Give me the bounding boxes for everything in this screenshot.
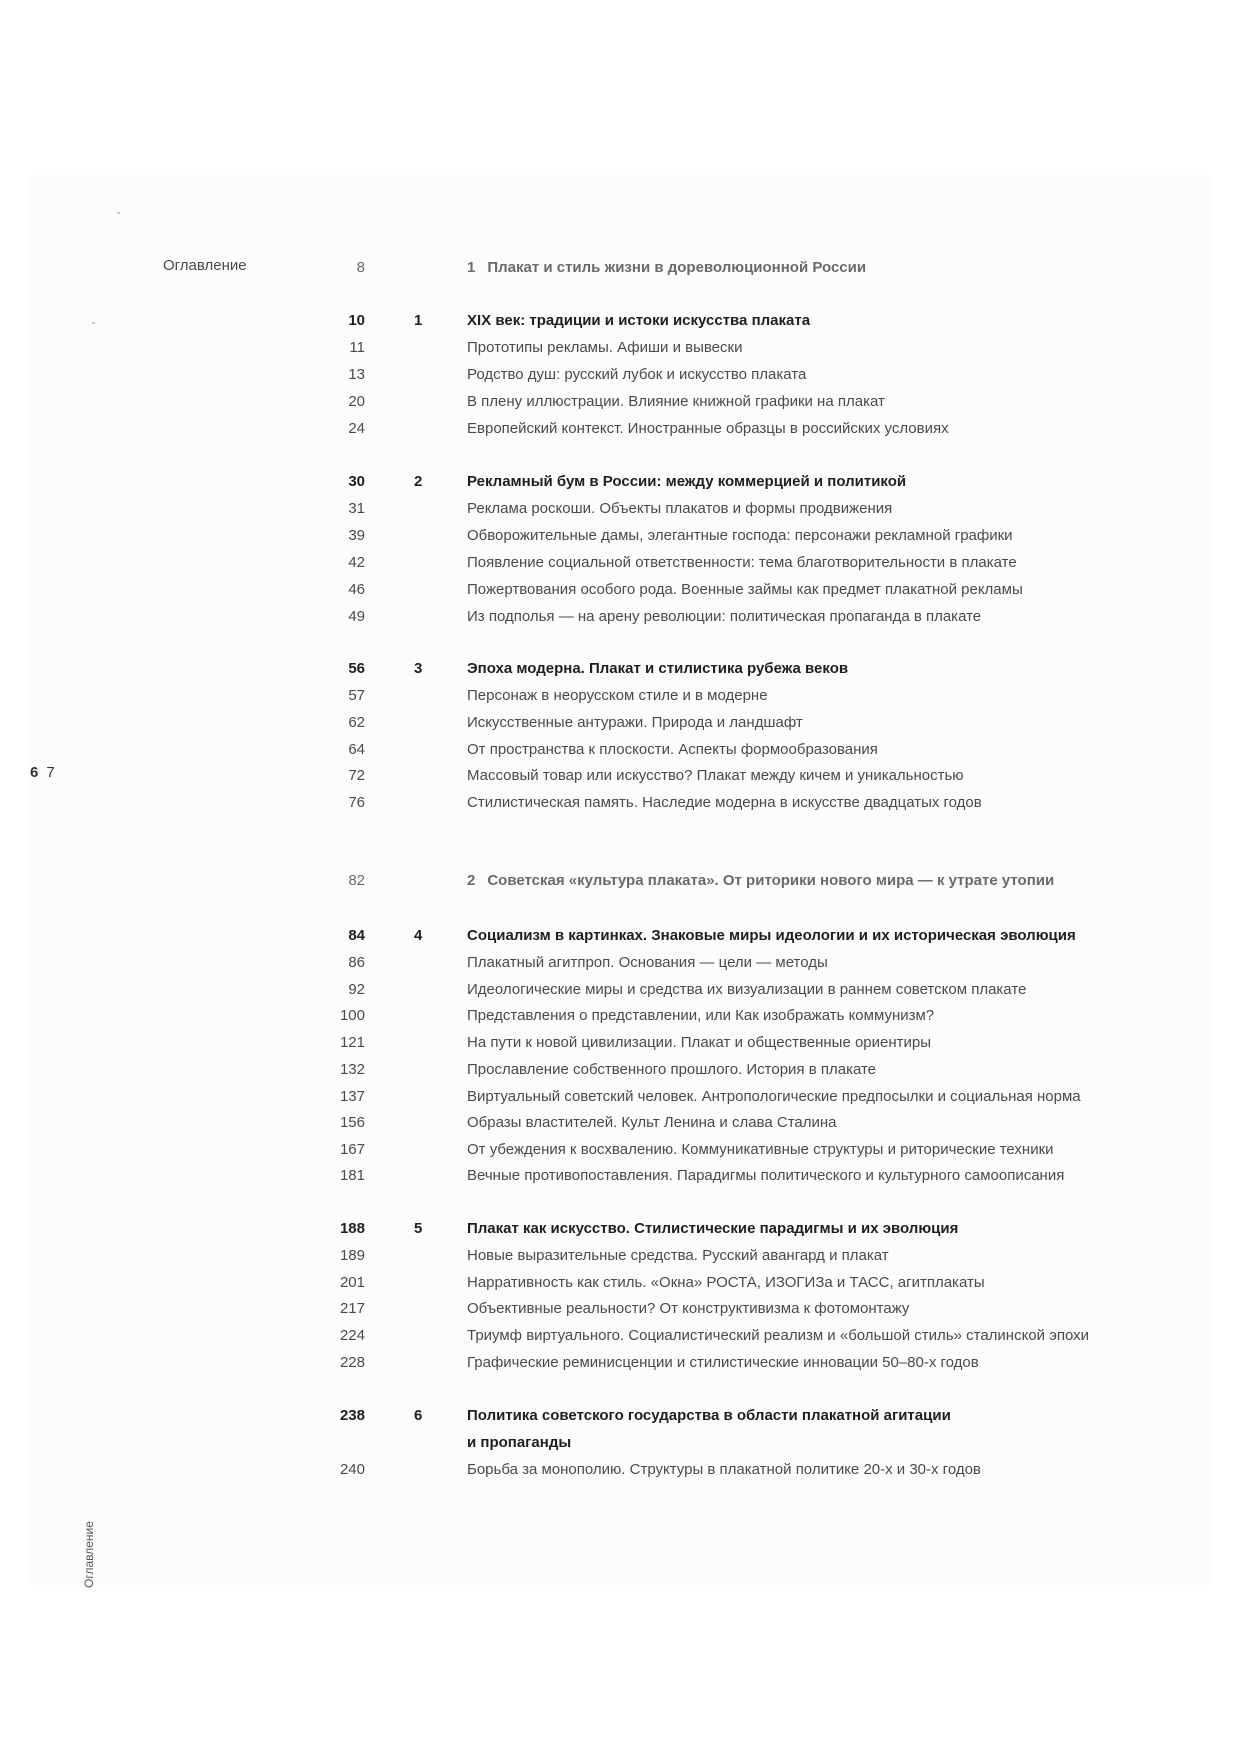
chapter-number: 4 — [414, 927, 423, 944]
toc-entry[interactable] — [0, 736, 1241, 763]
page-number: 156 — [339, 1114, 365, 1131]
toc-entry[interactable] — [0, 1456, 1241, 1483]
entry-title: Обворожительные дамы, элегантные господа: персонажи рекламной графики — [467, 527, 1013, 544]
page-number: 56 — [348, 660, 365, 677]
toc-entry[interactable] — [0, 603, 1241, 630]
running-head: Оглавление — [82, 1521, 96, 1588]
page-number: 57 — [348, 687, 365, 704]
entry-title: Идеологические миры и средства их визуализации в раннем советском плакате — [467, 981, 1027, 998]
page-number: 228 — [339, 1354, 365, 1371]
toc-entry[interactable] — [0, 388, 1241, 415]
page-number: 42 — [348, 554, 365, 571]
page-number: 121 — [339, 1034, 365, 1051]
page-number: 132 — [339, 1061, 365, 1078]
toc-entry[interactable] — [0, 1295, 1241, 1322]
entry-title: Из подполья — на арену революции: политическая пропаганда в плакате — [467, 608, 982, 625]
entry-title: Виртуальный советский человек. Антропологические предпосылки и социальная норма — [467, 1088, 1081, 1105]
entry-title: От убеждения к восхвалению. Коммуникативные структуры и риторические техники — [467, 1141, 1054, 1158]
entry-title: Борьба за монополию. Структуры в плакатной политике 20-х и 30-х годов — [467, 1461, 981, 1478]
toc-entry[interactable] — [0, 1269, 1241, 1296]
chapter-number: 6 — [414, 1407, 423, 1424]
page-number: 30 — [348, 473, 365, 490]
toc-entry[interactable] — [0, 334, 1241, 361]
toc-part[interactable] — [0, 867, 1241, 894]
page-number: 31 — [348, 500, 365, 517]
page-number: 181 — [339, 1167, 365, 1184]
page-number: 11 — [349, 339, 365, 356]
entry-title: Объективные реальности? От конструктивизма к фотомонтажу — [467, 1300, 910, 1317]
toc-entry[interactable] — [0, 1349, 1241, 1376]
toc-entry[interactable] — [0, 709, 1241, 736]
part-number: 2 — [467, 872, 476, 889]
entry-title: Пожертвования особого рода. Военные займы как предмет плакатной рекламы — [467, 581, 1023, 598]
part-title: 2 Советская «культура плаката». От риторики нового мира — к утрате утопии — [467, 872, 1055, 889]
chapter-number: 1 — [414, 312, 423, 329]
toc-entry[interactable] — [0, 415, 1241, 442]
page-number: 224 — [339, 1327, 365, 1344]
toc-chapter[interactable] — [0, 468, 1241, 495]
scan-speck — [117, 212, 120, 214]
page-number: 100 — [339, 1007, 365, 1024]
toc-entry[interactable] — [0, 1242, 1241, 1269]
entry-title: Представления о представлении, или Как изображать коммунизм? — [467, 1007, 935, 1024]
entry-title: Плакатный агитпроп. Основания — цели — методы — [467, 954, 828, 971]
page-number: 137 — [339, 1088, 365, 1105]
page-number: 13 — [348, 366, 365, 383]
toc-entry[interactable] — [0, 949, 1241, 976]
toc-entry[interactable] — [0, 576, 1241, 603]
toc-chapter[interactable] — [0, 922, 1241, 949]
entry-title: Стилистическая память. Наследие модерна в искусстве двадцатых годов — [467, 794, 982, 811]
page-number: 84 — [348, 927, 365, 944]
entry-title: Графические реминисценции и стилистические инновации 50–80-х годов — [467, 1354, 979, 1371]
toc-entry[interactable] — [0, 549, 1241, 576]
toc-title: Оглавление — [163, 257, 247, 274]
page-number: 82 — [348, 872, 365, 889]
entry-title: Нарративность как стиль. «Окна» РОСТА, ИЗОГИЗа и ТАСС, агитплакаты — [467, 1274, 985, 1291]
entry-title: От пространства к плоскости. Аспекты формообразования — [467, 741, 878, 758]
page-number: 24 — [348, 420, 365, 437]
entry-title: Новые выразительные средства. Русский авангард и плакат — [467, 1247, 889, 1264]
toc-entry[interactable] — [0, 976, 1241, 1003]
page-number: 64 — [348, 741, 365, 758]
chapter-title: XIX век: традиции и истоки искусства плаката — [467, 312, 811, 329]
entry-title: На пути к новой цивилизации. Плакат и общественные ориентиры — [467, 1034, 932, 1051]
page-number: 92 — [348, 981, 365, 998]
chapter-number: 5 — [414, 1220, 423, 1237]
chapter-title: Политика советского государства в области плакатной агитации — [467, 1407, 951, 1424]
page-number: 20 — [348, 393, 365, 410]
entry-title: Образы властителей. Культ Ленина и слава Сталина — [467, 1114, 837, 1131]
page-number: 188 — [339, 1220, 365, 1237]
entry-title: В плену иллюстрации. Влияние книжной графики на плакат — [467, 393, 885, 410]
toc-entry[interactable] — [0, 1029, 1241, 1056]
toc-entry[interactable] — [0, 1109, 1241, 1136]
toc-entry[interactable] — [0, 1162, 1241, 1189]
page-number: 8 — [356, 259, 365, 276]
entry-title: Персонаж в неорусском стиле и в модерне — [467, 687, 768, 704]
part-number: 1 — [467, 259, 476, 276]
toc-entry[interactable] — [0, 1002, 1241, 1029]
page-number: 189 — [339, 1247, 365, 1264]
chapter-number: 2 — [414, 473, 423, 490]
part-title: 1 Плакат и стиль жизни в дореволюционной России — [467, 259, 867, 276]
toc-entry[interactable] — [0, 1136, 1241, 1163]
toc-chapter[interactable] — [0, 1215, 1241, 1242]
chapter-title: Социализм в картинках. Знаковые миры идеологии и их историческая эволюция — [467, 927, 1076, 944]
page-number: 72 — [348, 767, 365, 784]
toc-entry[interactable] — [0, 1083, 1241, 1110]
page-number: 238 — [339, 1407, 365, 1424]
entry-title: Реклама роскоши. Объекты плакатов и формы продвижения — [467, 500, 893, 517]
chapter-title-continuation: и пропаганды — [467, 1434, 572, 1451]
toc-chapter[interactable] — [0, 307, 1241, 334]
entry-title: Появление социальной ответственности: тема благотворительности в плакате — [467, 554, 1017, 571]
page-number: 167 — [339, 1141, 365, 1158]
entry-title: Прославление собственного прошлого. История в плакате — [467, 1061, 877, 1078]
toc-part[interactable] — [0, 254, 1241, 281]
page-number: 217 — [339, 1300, 365, 1317]
entry-title: Вечные противопоставления. Парадигмы политического и культурного самоописания — [467, 1167, 1065, 1184]
page-number: 201 — [339, 1274, 365, 1291]
folio-left: 6 — [30, 764, 39, 781]
toc-entry[interactable] — [0, 789, 1241, 816]
toc-entry[interactable] — [0, 361, 1241, 388]
page-number: 10 — [348, 312, 365, 329]
toc-entry[interactable] — [0, 682, 1241, 709]
chapter-title: Рекламный бум в России: между коммерцией и политикой — [467, 473, 907, 490]
toc-chapter[interactable] — [0, 1402, 1241, 1429]
toc-entry[interactable] — [0, 1322, 1241, 1349]
toc-chapter-continuation[interactable] — [0, 1429, 1241, 1456]
toc-entry[interactable] — [0, 495, 1241, 522]
page-number: 49 — [348, 608, 365, 625]
chapter-number: 3 — [414, 660, 423, 677]
page-number: 76 — [348, 794, 365, 811]
page-number: 240 — [339, 1461, 365, 1478]
page-number: 62 — [348, 714, 365, 731]
page-number: 39 — [348, 527, 365, 544]
toc-chapter[interactable] — [0, 655, 1241, 682]
entry-title: Искусственные антуражи. Природа и ландшафт — [467, 714, 803, 731]
entry-title: Массовый товар или искусство? Плакат между кичем и уникальностью — [467, 767, 964, 784]
chapter-title: Плакат как искусство. Стилистические парадигмы и их эволюция — [467, 1220, 959, 1237]
entry-title: Европейский контекст. Иностранные образцы в российских условиях — [467, 420, 949, 437]
folio-right: 7 — [46, 764, 55, 781]
toc-entry[interactable] — [0, 762, 1241, 789]
entry-title: Родство душ: русский лубок и искусство плаката — [467, 366, 807, 383]
chapter-title: Эпоха модерна. Плакат и стилистика рубежа веков — [467, 660, 849, 677]
entry-title: Триумф виртуального. Социалистический реализм и «большой стиль» сталинской эпохи — [467, 1327, 1090, 1344]
page-number: 86 — [348, 954, 365, 971]
toc-entry[interactable] — [0, 1056, 1241, 1083]
toc-entry[interactable] — [0, 522, 1241, 549]
entry-title: Прототипы рекламы. Афиши и вывески — [467, 339, 743, 356]
page-number: 46 — [348, 581, 365, 598]
